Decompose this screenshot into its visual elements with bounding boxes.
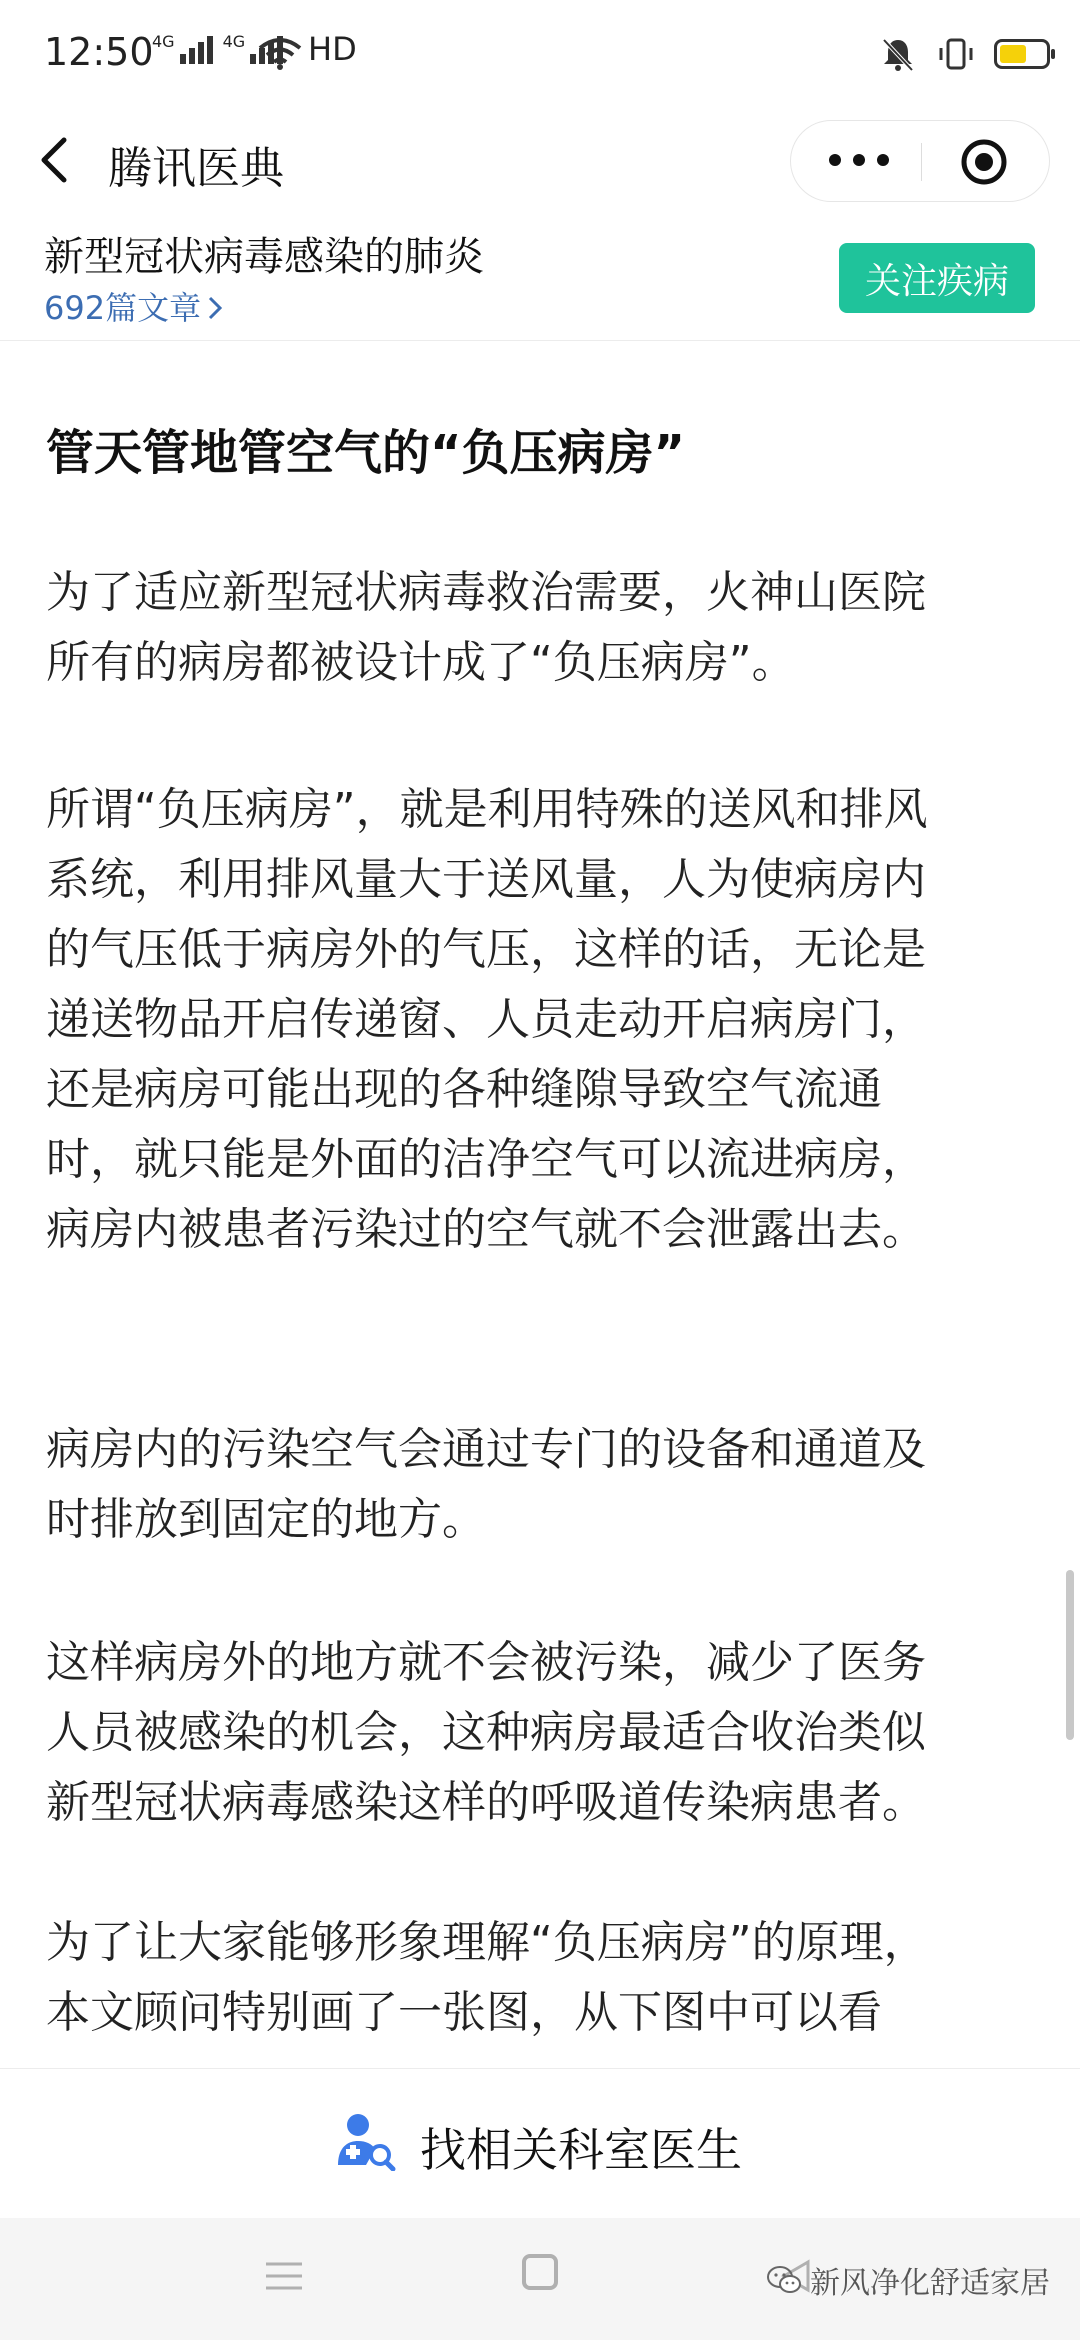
paragraph-line: 系统，利用排风量大于送风量，人为使病房内 [46, 854, 926, 905]
paragraph-line: 本文顾问特别画了一张图，从下图中可以看 [46, 1987, 882, 2038]
follow-disease-button[interactable]: 关注疾病 [839, 243, 1035, 313]
paragraph-line: 这样病房外的地方就不会被污染，减少了医务 [46, 1637, 926, 1688]
paragraph-line: 病房内被患者污染过的空气就不会泄露出去。 [46, 1204, 926, 1255]
watermark [766, 2258, 1050, 2302]
article-paragraph [46, 1415, 1036, 1555]
mute-bell-icon [878, 34, 918, 74]
status-bar [0, 0, 1080, 110]
article-paragraph [46, 1628, 1036, 1838]
status-icons [878, 34, 1050, 74]
paragraph-line: 还是病房可能出现的各种缝隙导致空气流通 [46, 1064, 882, 1115]
paragraph-line: 为了让大家能够形象理解“负压病房”的原理， [46, 1917, 928, 1968]
system-nav-bar [0, 2218, 1080, 2340]
scrollbar[interactable] [1066, 1570, 1074, 1740]
paragraph-line: 新型冠状病毒感染这样的呼吸道传染病患者。 [46, 1777, 926, 1828]
target-circle-icon[interactable] [959, 137, 1009, 187]
wechat-icon [766, 2264, 802, 2296]
mini-program-capsule [790, 120, 1050, 202]
home-icon[interactable] [522, 2254, 558, 2290]
paragraph-line: 递送物品开启传递窗、人员走动开启病房门， [46, 994, 926, 1045]
paragraph-line: 所谓“负压病房”，就是利用特殊的送风和排风 [46, 784, 928, 835]
article-count-label: 692篇文章 [44, 289, 202, 327]
signal-icon [152, 34, 213, 64]
battery-fill [1000, 45, 1026, 63]
article-paragraph [46, 1908, 1036, 2048]
capsule-divider [921, 143, 922, 181]
paragraph-line: 病房内的污染空气会通过专门的设备和通道及 [46, 1424, 926, 1475]
disease-title: 新型冠状病毒感染的肺炎 [44, 234, 484, 280]
chevron-left-icon[interactable] [30, 130, 80, 190]
paragraph-line: 的气压低于病房外的气压，这样的话，无论是 [46, 924, 926, 975]
paragraph-line: 所有的病房都被设计成了“负压病房”。 [46, 637, 796, 688]
battery-icon [994, 39, 1050, 69]
status-time: 12:50 [44, 30, 154, 74]
menu-icon[interactable] [264, 2258, 304, 2294]
paragraph-line: 时，就只能是外面的洁净空气可以流进病房， [46, 1134, 926, 1185]
article-paragraph [46, 558, 1036, 698]
find-doctor-label: 找相关科室医生 [420, 2123, 742, 2177]
page-title: 腾讯医典 [108, 143, 284, 194]
more-dots-icon[interactable] [829, 154, 889, 166]
vibrate-icon [936, 34, 976, 74]
network-label: 4G [152, 32, 175, 51]
nav-bar [0, 110, 1080, 230]
wifi-icon [258, 38, 302, 70]
hd-label: HD [308, 30, 357, 68]
article-heading: 管天管地管空气的“负压病房” [46, 425, 686, 481]
find-doctor-bar[interactable] [0, 2068, 1080, 2219]
article-count-link[interactable] [44, 283, 227, 329]
paragraph-line: 人员被感染的机会，这种病房最适合收治类似 [46, 1707, 926, 1758]
network-label: 4G [222, 32, 246, 51]
find-doctor-icon [336, 2111, 396, 2171]
watermark-text: 新风净化舒适家居 [810, 2266, 1050, 2301]
article-paragraph [46, 775, 1036, 1265]
paragraph-line: 时排放到固定的地方。 [46, 1494, 486, 1545]
paragraph-line: 为了适应新型冠状病毒救治需要，火神山医院 [46, 567, 926, 618]
disease-header [0, 225, 1080, 341]
chevron-right-icon [205, 294, 227, 322]
